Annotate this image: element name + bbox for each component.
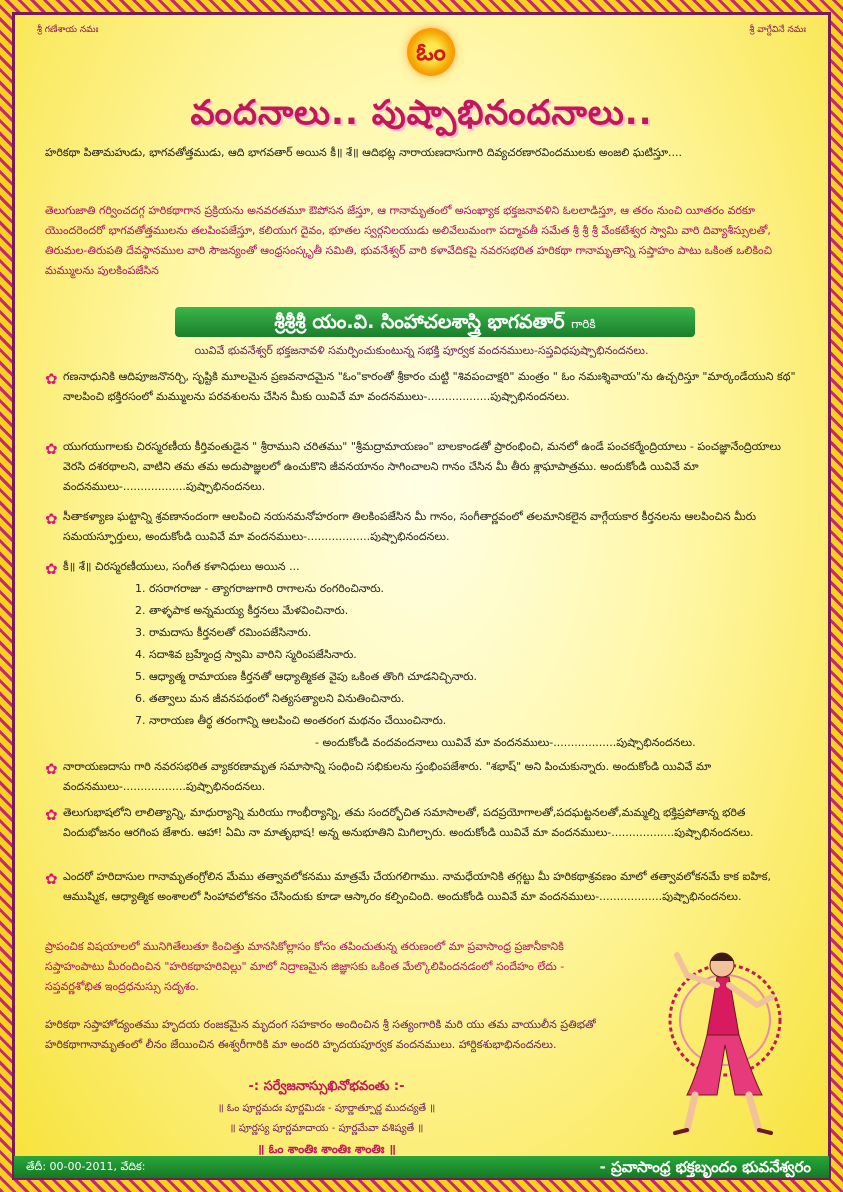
list-item (45, 803, 798, 843)
list-item (45, 437, 798, 497)
subline-text: యివివే భువనేశ్వర్ భక్తజనావళి సమర్పించుకుంటున్న సభక్తి పూర్వక వందనములు-సప్తవిధపుష్పాభినందనలు. (194, 344, 649, 357)
item-text: గణనాధునికి ఆదిపూజనొనర్చి, సృష్టికి మూలమైన ప్రణవనాదమైన "ఓం"కారంతో శ్రీకారం చుట్టి "శివపంచాక్షరి" మంత్రం " ఓం నమఃశ్శివాయ"ను ఉచ్చరిస్తూ "మార్కండేయుని కథ" నాలపించి భక్తిరసంలో మమ్ములను పరవశులను చేసిన మీకు యివివే మా వందనములు-..................పుష్పాభినందనలు. (63, 370, 796, 403)
item-text: ఎందరో హరిదాసుల గానామృతంగ్రోలిన మేము తత్వావలోకనము మాత్రమే చేయగలిగాము. నామధేయానికి తగ్గట్టు మీ హరికథాశ్రవణం మాలో తత్వావలోకనమే కాక ఐహిక, ఆముష్మిక, ఆధ్యాత్మిక అంశాలలో సింహావలోకనం చేసిందుకు కూడా ఆస్కారం కల్పించింది. అందుకోండి యివివే మా వందనములు-..................పుష్పాభినందనలు. (63, 870, 772, 903)
list-item (45, 367, 798, 407)
item-text: యుగయుగాలకు చిరస్మరణీయ కీర్తివంతుడైన " శ్రీరాముని చరితము" "శ్రీమద్రామాయణం" బాలకాండతో ప్రారంభించి, మనలో ఉండే పంచకర్మేంద్రియాలు - పంచజ్ఞానేంద్రియాలు వెరసి దశరథాలని, వాటిని తమ తమ అదుపాజ్ఞలలో ఉంచుకొని జీవనయానం సాగించాలని గానం చేసిన మీ తీరు శ్లాఘాపాత్రము. అందుకోండి యివివే మా వందనములు-..................పుష్పాభినందనలు. (63, 440, 781, 493)
para-pink-text: ప్రాపంచిక విషయాలలో మునిగితేలుతూ కించిత్తు మానసికోల్లాసం కోసం తపించుతున్న తరుణంలో మా ప్రవాసాంధ్ర ప్రజానీకానికి సప్తాహంపాటు మీరందించిన "హరికథాహరివిల్లు" మాలో నిద్రాణమైన జిజ్ఞాసకు ఒకింత మేల్కొలిపిందనడంలో సందేహం లేదు - సప్తవర్ణశోభిత ఇంద్రధనుస్సు సదృశం. (45, 940, 565, 993)
list-item (45, 867, 798, 907)
flower-icon: ✿ (45, 440, 58, 458)
item-text: సీతాకళ్యాణ ఘట్టాన్ని శ్రవణానందంగా ఆలపించి నయనమనోహరంగా తిలకింపజేసిన మీ గానం, సంగీతార్ణవంలో తలమానికలైన వాగ్గేయకార కీర్తనలను ఆలపించిన మీరు సమయస్ఫూర్తులు, అందుకోండి యివివే మా వందనములు-..................పుష్పాభినందనలు. (63, 510, 757, 543)
honoree-banner (175, 307, 695, 337)
list-item (45, 557, 798, 578)
intro-text: హరికథా పితామహుడు, భాగవతోత్తముడు, ఆది భాగవతార్ అయిన కీ॥ శే॥ ఆదిభట్ల నారాయణదాసుగారి దివ్యచరణారవిందములకు అంజలి ఘటిస్తూ.... (45, 146, 683, 159)
content-frame (12, 12, 831, 1180)
list-end-text: - అందుకోండి వందవందనాలు యివివే మా వందనములు-..................పుష్పాభినందనలు. (315, 736, 696, 749)
list-item (45, 757, 798, 797)
flower-icon: ✿ (45, 510, 58, 528)
honoree-suffix: గారికి (571, 317, 596, 331)
honoree-name: శ్రీశ్రీశ్రీ యం.వి. సింహాచలశాస్త్రి భాగవతార్ (274, 311, 565, 333)
para1-text: తెలుగుజాతి గర్వించదగ్గ హరికథాగాన ప్రక్రియను అనవరతమూ ఔపోసన జేస్తూ, ఆ గానామృతంలో అసంఖ్యాక భక్తజనావళిని ఓలలాడిస్తూ, ఆ తరం నుంచి యీతరం వరకూ యొందరెందరో భాగవతోత్తములను తలపింపజేస్తూ, కలియుగ దైవం, భూతల స్వర్గనిలయుడు అలివేలుమంగా పద్మావతీ సమేత శ్రీ శ్రీ శ్రీ వేంకటేశ్వర స్వామి వారి దివ్యాశీస్సులతో, తిరుమల-తిరుపతి దేవస్థానముల వారి సౌజన్యంతో ఆంధ్రసంస్కృతీ సమితి, భువనేశ్వర్ వారి కళావేదికపై నవరసభరిత హరికథా గానామృతాన్ని సప్తాహం పాటు ఒకింత ఒలికించి మమ్ములను పులకింపజేసిన (45, 204, 773, 277)
footer-signature: - ప్రవాసాంధ్ర భక్తబృందం భువనేశ్వరం (599, 1158, 811, 1176)
dancer-illustration (647, 925, 797, 1150)
sloka2-text: ॥ పూర్ణస్య పూర్ణమాదాయ - పూర్ణమేవా వశిష్యతే ॥ (229, 1123, 424, 1134)
flower-icon: ✿ (45, 560, 58, 578)
list-item (45, 507, 798, 547)
page-title: వందనాలు.. పుష్పాభినందనాలు.. (190, 93, 653, 133)
footer-date: తేదీ: 00-00-2011, వేదిక: (26, 1160, 146, 1173)
numbered-item: 5. ఆధ్యాత్మ రామాయణ కీర్తనతో ఆధ్యాత్మికత వైపు ఒకింత తొంగి చూడనిచ్చినారు. (135, 670, 477, 683)
sloka1-text: ॥ ఓం పూర్ణమదః పూర్ణమిదః - పూర్ణాత్పూర్ణ ముదచ్యతే ॥ (217, 1103, 436, 1114)
numbered-item: 7. నారాయణ తీర్థ తరంగాన్ని ఆలపించి అంతరంగ మథనం చేయించినారు. (135, 714, 447, 727)
om-icon: ఓం (410, 31, 452, 73)
flower-icon: ✿ (45, 806, 58, 824)
footer-bar (14, 1156, 829, 1178)
numbered-item: 3. రామదాసు కీర్తనలతో రమింపజేసినారు. (135, 626, 312, 639)
flower-icon: ✿ (45, 870, 58, 888)
numbered-item: 4. సదాశివ బ్రహ్మేంద్ర స్వామి వారిని స్మరింపజేసినారు. (135, 648, 357, 661)
item-text: నారాయణదాసు గారి నవరసభరిత వ్యాకరణామృత సమాసాన్ని సంధించి సభికులను స్తంభింపజేశారు. "శభాష్" అని పించుకున్నారు. అందుకోండి యివివే మా వందనములు-..................పుష్పాభినందనలు. (63, 760, 712, 793)
item-text: తెలుగుభాషలోని లాలిత్యాన్ని, మాధుర్యాన్ని మరియు గాంభీర్యాన్ని, తమ సందర్భోచిత సమాసాలతో, పదప్రయోగాలతో,పదఘట్టనలతో,మమ్మల్ని భక్తిప్రపోతాన్న భరిత విందుభోజనం ఆరగింప జేశారు. ఆహా! ఏమి నా మాతృభాష! అన్న అనుభూతిని మిగిల్చారు. అందుకోండి యివివే మా వందనములు-..................పుష్పాభినందనలు. (63, 806, 754, 839)
right-corner-text: శ్రీ వాగ్దేవినే నమః (749, 25, 806, 35)
flower-icon: ✿ (45, 760, 58, 778)
numbered-item: 2. తాళ్ళపాక అన్నమయ్య కీర్తనలు మేళవించినారు. (135, 604, 349, 617)
numbered-item: 6. తత్వాలు మన జీవనపథంలో నిత్యసత్యాలని వినుతించినారు. (135, 692, 405, 705)
closing-text: -: సర్వేజనాస్సుఖినోభవంతు :- (248, 1079, 405, 1094)
item-text: కీ॥ శే॥ చిరస్మరణీయులు, సంగీత కళానిధులు అయిన ... (63, 560, 300, 573)
shanti-text: ॥ ఓం శాంతిః శాంతిః శాంతిః ॥ (257, 1142, 396, 1156)
flower-icon: ✿ (45, 370, 58, 388)
numbered-item: 1. రసరాగరాజు - త్యాగరాజుగారి రాగాలను రంగరించినారు. (135, 582, 385, 595)
para-purple-text: హరికథా సప్తాహోద్యంతము హృదయ రంజకమైన మృదంగ సహకారం అందించిన శ్రీ సత్యంగారికి మరి యు తమ వాయులీన ప్రతిభతో హరికథాగానామృతంలో లీనం జేయించిన ఈశ్వరీగారికి మా అందరి హృదయపూర్వక వందనములు. హార్దికశుభాభినందనలు. (45, 1018, 596, 1051)
left-corner-text: శ్రీ గణేశాయ నమః (37, 25, 99, 35)
